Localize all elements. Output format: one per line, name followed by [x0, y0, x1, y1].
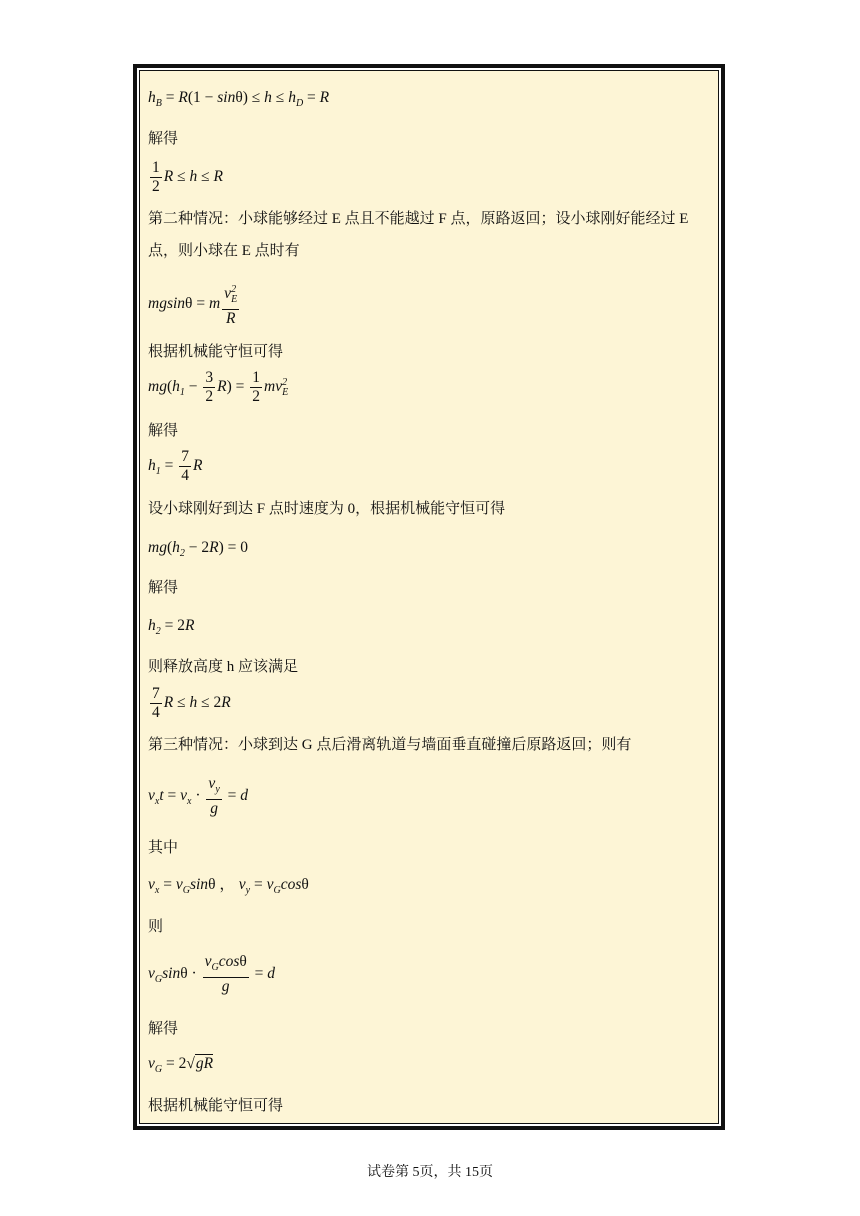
text-then: 则	[148, 919, 164, 935]
text-jiede-2: 解得	[148, 423, 179, 439]
formula-energy-h2: $mg(h_2 - 2R) = 0$	[148, 539, 248, 559]
formula-vg-value: $v_G = 2√gR$	[148, 1055, 214, 1075]
text-jiede-1: 解得	[148, 131, 179, 147]
formula-half-r-range: $\frac{1}{2}$ R ≤ h ≤ R	[152, 159, 223, 195]
text-where: 其中	[148, 840, 179, 856]
formula-case2-range: $\frac{7}{4}$ R ≤ h ≤ 2R	[152, 685, 231, 721]
formula-h2-value: $h_2 = 2R$	[148, 617, 195, 637]
text-energy-1: 根据机械能守恒可得	[148, 344, 284, 360]
text-case-2-cont: 点，则小球在 E 点时有	[148, 243, 300, 259]
formula-centripetal-e: mgsinθ = m $\frac{v^2_E}{R}$	[148, 281, 241, 328]
formula-hb-range: $h_B = R(1 - \sin\theta) \le h \le h_D = R$	[148, 89, 330, 109]
answer-panel	[133, 64, 725, 1130]
text-release: 则释放高度 h 应该满足	[148, 659, 299, 675]
text-jiede-4: 解得	[148, 1021, 179, 1037]
formula-vg-equation: $v_G\sin\theta$ · $\frac{v_G\cos\theta}{g}$ = d	[148, 953, 276, 995]
formula-energy-h1: $mg(h_1$ − $\frac{3}{2}$ R) = $\frac{1}{2}$ $mv^2_E$	[148, 369, 289, 405]
formula-components: $v_x = v_G\sin\theta$ ， $v_y = v_G\cos\theta$	[148, 876, 309, 896]
formula-distance: $v_xt = v_x$ · $\frac{v_y}{g}$ = d	[148, 775, 249, 817]
text-jiede-3: 解得	[148, 580, 179, 596]
text-case-3: 第三种情况：小球到达 G 点后滑离轨道与墙面垂直碰撞后原路返回；则有	[148, 737, 632, 753]
answer-panel-inner	[139, 70, 719, 1124]
text-case-2: 第二种情况：小球能够经过 E 点且不能越过 F 点，原路返回；设小球刚好能经过 E	[148, 211, 689, 227]
page-footer: 试卷第 5页，共 15页	[367, 1165, 493, 1180]
text-at-f: 设小球刚好到达 F 点时速度为 0，根据机械能守恒可得	[148, 501, 506, 517]
formula-h1-value: $h_1$ = $\frac{7}{4}$ R	[148, 448, 203, 484]
text-energy-2: 根据机械能守恒可得	[148, 1098, 284, 1114]
